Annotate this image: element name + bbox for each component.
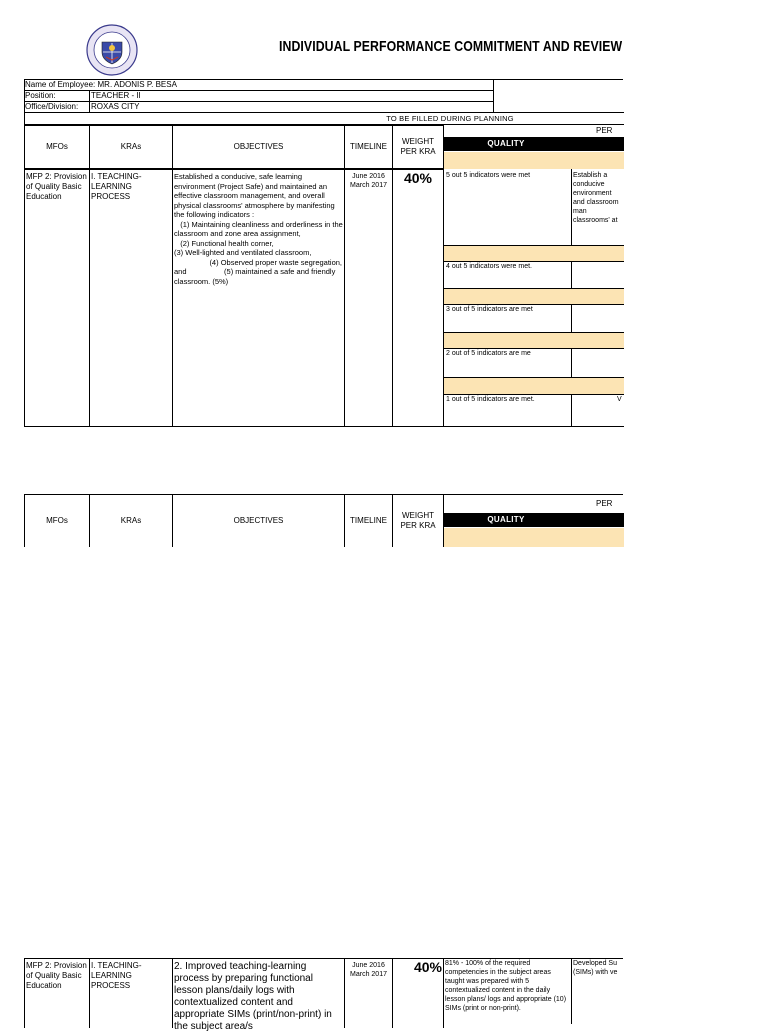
header-per: PER <box>596 126 613 135</box>
row3-kra: I. TEACHING-LEARNING PROCESS <box>89 958 173 1028</box>
header2-per: PER <box>596 499 613 508</box>
quality-subheader <box>444 152 624 169</box>
row1-kra: I. TEACHING-LEARNING PROCESS <box>89 169 173 427</box>
header-mfos: MFOs <box>24 125 90 169</box>
row3-mfo: MFP 2: Provision of Quality Basic Education <box>24 958 90 1028</box>
row1-mfo: MFP 2: Provision of Quality Basic Education <box>24 169 90 427</box>
row1-quality-4: 4 out 5 indicators were met. <box>446 263 532 270</box>
office-value: ROXAS CITY <box>91 102 140 111</box>
row3-next-col: Developed Su (SIMs) with ve <box>573 960 618 976</box>
position-label: Position: <box>25 91 56 100</box>
row1-quality-5: 5 out 5 indicators were met <box>446 172 531 179</box>
row1-timeline: June 2016 March 2017 <box>344 169 393 427</box>
row1-objective: Established a conducive, safe learning environment (Project Safe) and maintained an effective classroom management, and overall physical classrooms' atmosphere by manifesting the following indicators : (1) Maintaining cleanliness and orderliness in the classroom and zone area assignment, (2) Functional health corner, (3) Well-lighted and ventilated classroom, (4) Observed proper waste segregation, and (5) maintained a safe and friendly classroom. (5%) <box>172 169 345 427</box>
employee-name-value: MR. ADONIS P. BESA <box>97 80 177 89</box>
header-objectives: OBJECTIVES <box>172 125 345 169</box>
header2-weight: WEIGHT PER KRA <box>392 494 444 547</box>
header2-mfos: MFOs <box>24 494 90 547</box>
row1-quality-band-2 <box>444 288 624 304</box>
header-weight: WEIGHT PER KRA <box>392 125 444 169</box>
row3-weight: 40% <box>392 958 444 1028</box>
header-timeline: TIMELINE <box>344 125 393 169</box>
row1-weight: 40% <box>392 169 444 427</box>
row3-quality: 81% - 100% of the required competencies in the subject areas taught was prepared with 5 contextualized content in the daily lesson plans/ logs and appropriate (10) SIMs (print or non-print). <box>445 960 567 1012</box>
header2-kras: KRAs <box>89 494 173 547</box>
header-kras: KRAs <box>89 125 173 169</box>
quality2-subheader <box>444 528 624 547</box>
planning-banner: TO BE FILLED DURING PLANNING <box>386 114 514 123</box>
row1-quality-band-3 <box>444 332 624 348</box>
document-title: INDIVIDUAL PERFORMANCE COMMITMENT AND REVIEW <box>279 38 623 55</box>
row1-next-col-mark: V <box>617 396 622 403</box>
header2-timeline: TIMELINE <box>344 494 393 547</box>
employee-name-label: Name of Employee: MR. ADONIS P. BESA <box>25 80 177 89</box>
header-quality: QUALITY <box>444 137 624 151</box>
row1-next-col: Establish a conducive environment and classroom man classrooms' at <box>573 172 619 224</box>
header2-quality: QUALITY <box>444 513 624 527</box>
header2-objectives: OBJECTIVES <box>172 494 345 547</box>
row3-timeline: June 2016 March 2017 <box>344 958 393 1028</box>
office-label: Office/Division: <box>25 102 79 111</box>
row1-quality-band-1 <box>444 245 624 261</box>
row3-objective: 2. Improved teaching-learning process by preparing functional lesson plans/daily logs with contextualized content and appropriate SIMs (print/non-print) in the subject area/s <box>172 958 345 1028</box>
row1-quality-band-4 <box>444 377 624 394</box>
row1-quality-1: 1 out of 5 indicators are met. <box>446 396 535 403</box>
row1-quality-3: 3 out of 5 indicators are met <box>446 306 533 313</box>
row1-quality-2: 2 out of 5 indicators are me <box>446 350 531 357</box>
position-value: TEACHER - II <box>91 91 141 100</box>
